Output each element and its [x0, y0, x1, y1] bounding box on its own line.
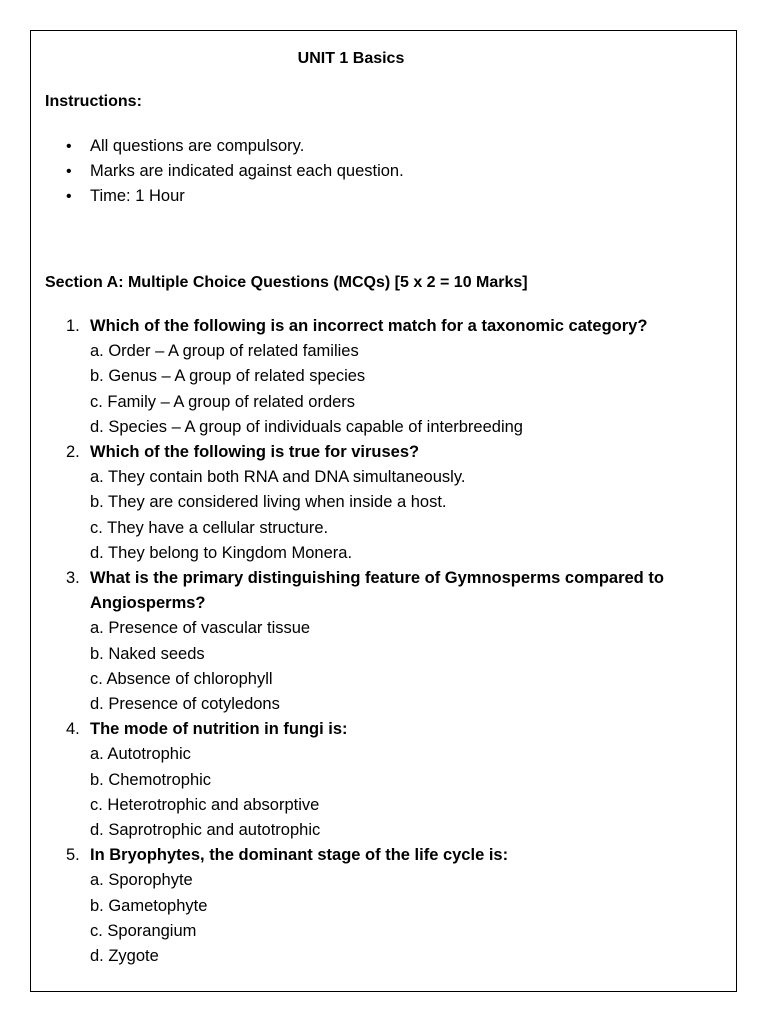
- bullet-icon: •: [66, 138, 72, 155]
- question-number: 2.: [66, 443, 80, 462]
- instruction-text: All questions are compulsory.: [90, 137, 305, 155]
- bullet-icon: •: [66, 163, 72, 180]
- question-3: [45, 566, 715, 717]
- option-a: a. Autotrophic: [90, 745, 191, 764]
- question-2: [45, 440, 715, 566]
- instruction-item: [45, 184, 404, 209]
- instruction-item: [45, 159, 404, 184]
- option-d: d. Saprotrophic and autotrophic: [90, 821, 321, 840]
- question-text: The mode of nutrition in fungi is:: [90, 720, 348, 739]
- option-b: b. Gametophyte: [90, 896, 208, 915]
- option-a: a. Presence of vascular tissue: [90, 619, 311, 638]
- question-text: What is the primary distinguishing feature of Gymnosperms compared to Angiosperms?: [90, 569, 664, 613]
- question-4: [45, 717, 715, 843]
- bullet-icon: •: [66, 188, 72, 205]
- question-text: Which of the following is true for viruses?: [90, 443, 420, 462]
- question-number: 3.: [66, 569, 80, 588]
- question-number: 5.: [66, 846, 80, 865]
- instruction-text: Time: 1 Hour: [90, 187, 185, 205]
- option-c: c. They have a cellular structure.: [90, 518, 329, 537]
- question-number: 1.: [66, 317, 80, 335]
- instructions-heading: Instructions:: [45, 93, 142, 110]
- question-text: In Bryophytes, the dominant stage of the life cycle is:: [90, 846, 509, 865]
- instruction-text: Marks are indicated against each question.: [90, 162, 404, 180]
- option-b: b. Naked seeds: [90, 644, 205, 663]
- section-a-heading: Section A: Multiple Choice Questions (MCQs) [5 x 2 = 10 Marks]: [45, 274, 528, 291]
- option-c: c. Sporangium: [90, 921, 197, 940]
- question-1: [45, 314, 715, 440]
- document-title: UNIT 1 Basics: [297, 50, 405, 67]
- option-c: c. Absence of chlorophyll: [90, 669, 273, 688]
- option-c: c. Family – A group of related orders: [90, 392, 356, 411]
- question-list: [45, 314, 715, 969]
- option-a: a. Order – A group of related families: [90, 342, 359, 361]
- question-text: Which of the following is an incorrect match for a taxonomic category?: [90, 317, 648, 335]
- option-b: b. They are considered living when inside a host.: [90, 493, 447, 512]
- question-5: [45, 843, 715, 969]
- option-d: d. Species – A group of individuals capable of interbreeding: [90, 417, 523, 436]
- option-d: d. Zygote: [90, 947, 159, 966]
- option-a: a. Sporophyte: [90, 871, 193, 890]
- option-a: a. They contain both RNA and DNA simultaneously.: [90, 468, 466, 487]
- option-d: d. They belong to Kingdom Monera.: [90, 543, 353, 562]
- instruction-item: [45, 134, 404, 159]
- option-d: d. Presence of cotyledons: [90, 695, 280, 714]
- question-number: 4.: [66, 720, 80, 739]
- option-c: c. Heterotrophic and absorptive: [90, 795, 320, 814]
- option-b: b. Chemotrophic: [90, 770, 212, 789]
- instruction-list: [45, 134, 404, 209]
- option-b: b. Genus – A group of related species: [90, 367, 366, 386]
